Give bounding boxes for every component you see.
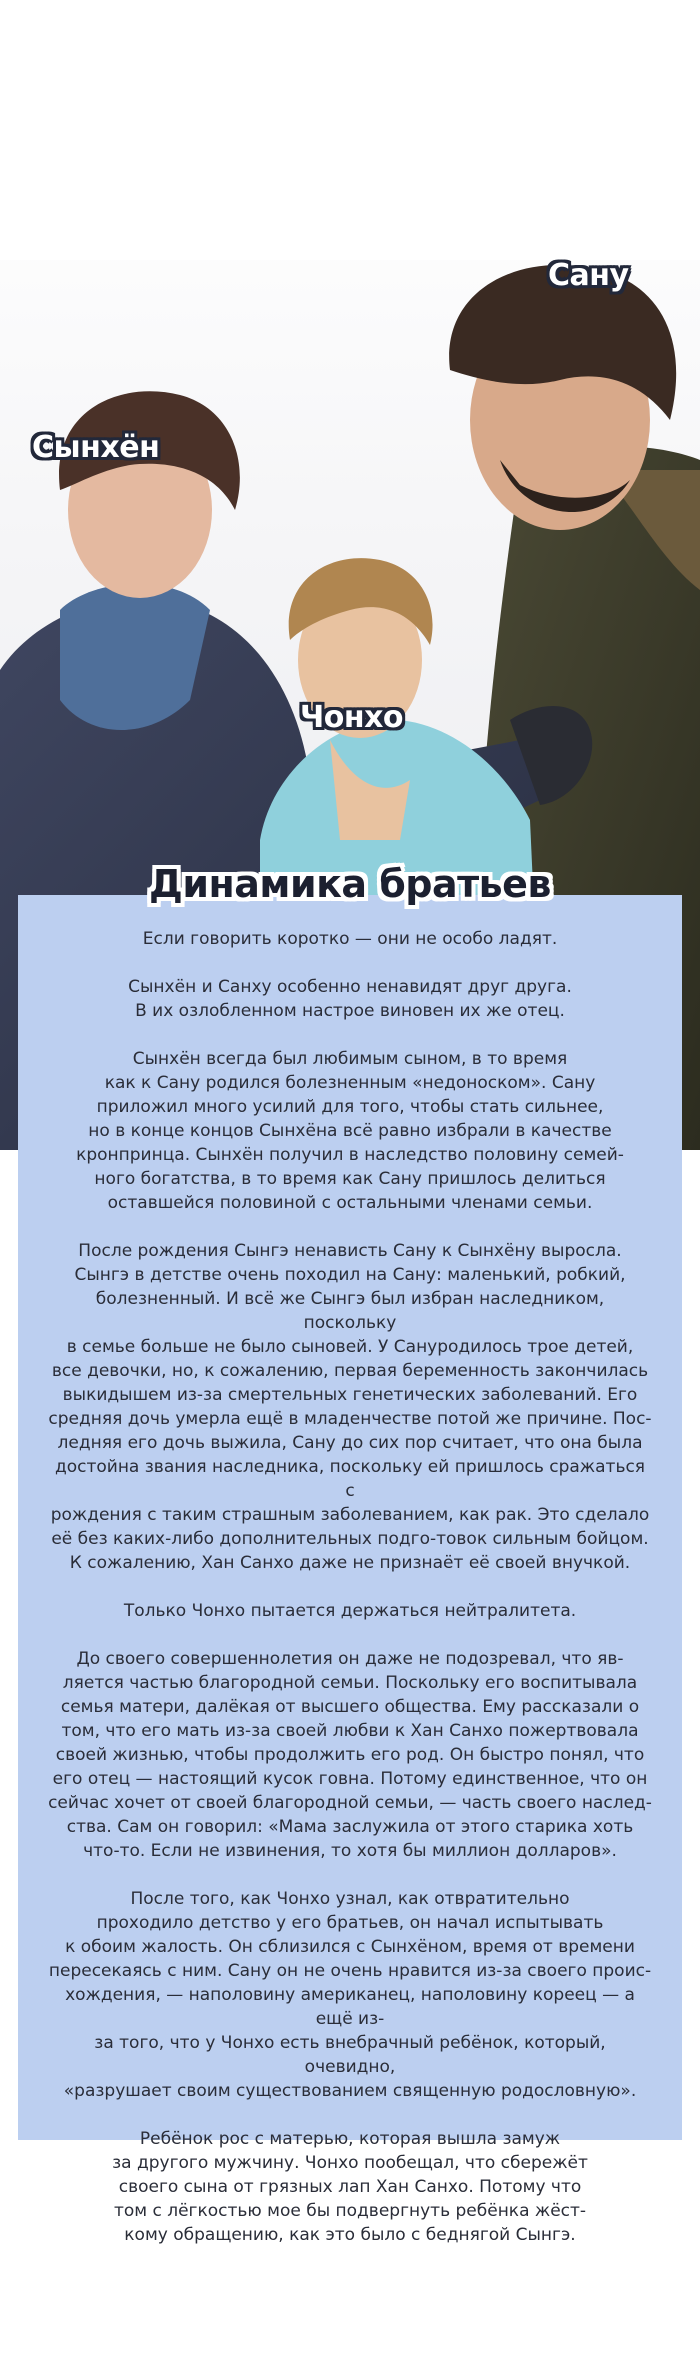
paragraph-line: средняя дочь умерла ещё в младенчестве потой же причине. Пос- <box>48 1409 652 1429</box>
paragraph-line: её без каких-либо дополнительных подго-товок сильным бойцом. <box>51 1529 649 1549</box>
paragraph-line: том, что его мать из-за своей любви к Хан Санхо пожертвовала <box>61 1721 639 1741</box>
paragraph-line: Ребёнок рос с матерью, которая вышла замуж <box>139 2129 561 2149</box>
heading: Динамика братьев <box>149 862 551 906</box>
paragraph-line: сейчас хочет от своей благородной семьи, — часть своего наслед- <box>48 1793 652 1813</box>
paragraph-4 <box>48 1239 652 1575</box>
paragraph-2 <box>48 975 652 1023</box>
paragraph-7 <box>48 1887 652 2103</box>
paragraph-line: В их озлобленном настрое виновен их же отец. <box>135 1001 565 1021</box>
label-chonho: Чонхо <box>300 700 404 735</box>
paragraph-line: После того, как Чонхо узнал, как отвратительно <box>130 1889 570 1909</box>
paragraph-line: болезненный. И всё же Сынгэ был избран наследником, поскольку <box>95 1289 605 1333</box>
paragraph-line: за другого мужчину. Чонхо пообещал, что сбережёт <box>112 2153 588 2173</box>
paragraph-line: «разрушает своим существованием священную родословную». <box>63 2081 637 2101</box>
paragraph-line: все девочки, но, к сожалению, первая беременность закончилась <box>51 1361 649 1381</box>
paragraph-line: выкидышем из-за смертельных генетических заболеваний. Его <box>62 1385 638 1405</box>
paragraph-line: проходило детство у его братьев, он начал испытывать <box>96 1913 604 1933</box>
paragraph-line: ного богатства, в то время как Сану пришлось делиться <box>94 1169 606 1189</box>
paragraph-line: пересекаясь с ним. Сану он не очень нравится из-за своего проис- <box>48 1961 652 1981</box>
paragraph-line: кому обращению, как это было с беднягой Сынгэ. <box>124 2225 576 2245</box>
paragraph-3 <box>48 1047 652 1215</box>
paragraph-line: ледняя его дочь выжила, Сану до сих пор считает, что она была <box>57 1433 643 1453</box>
paragraph-line: До своего совершеннолетия он даже не подозревал, что яв- <box>76 1649 624 1669</box>
paragraph-line: достойна звания наследника, поскольку ей пришлось сражаться с <box>54 1457 646 1501</box>
paragraph-line: как к Сану родился болезненным «недоноском». Сану <box>104 1073 596 1093</box>
label-sanu: Сану <box>548 258 629 293</box>
paragraph-line: за того, что у Чонхо есть внебрачный ребёнок, который, очевидно, <box>94 2033 606 2077</box>
paragraph-line: Сынхён всегда был любимым сыном, в то время <box>132 1049 568 1069</box>
paragraph-line: Только Чонхо пытается держаться нейтралитета. <box>123 1601 577 1621</box>
paragraph-line: рождения с таким страшным заболеванием, как рак. Это сделало <box>50 1505 650 1525</box>
paragraph-line: но в конце концов Сынхёна всё равно избрали в качестве <box>88 1121 612 1141</box>
label-synhen: Сынхён <box>32 430 160 465</box>
paragraph-line: После рождения Сынгэ ненависть Сану к Сынхёну выросла. <box>78 1241 622 1261</box>
paragraph-line: ства. Сам он говорил: «Мама заслужила от этого старика хоть <box>66 1817 634 1837</box>
paragraph-line: его отец — настоящий кусок говна. Потому единственное, что он <box>52 1769 648 1789</box>
paragraph-line: семья матери, далёкая от высшего общества. Ему рассказали о <box>60 1697 640 1717</box>
paragraph-6 <box>48 1647 652 1863</box>
paragraph-1 <box>48 927 652 951</box>
paragraph-line: том с лёгкостью мое бы подвергнуть ребёнка жёст- <box>113 2201 587 2221</box>
paragraph-line: Сынхён и Санху особенно ненавидят друг друга. <box>128 977 572 997</box>
paragraph-5 <box>48 1599 652 1623</box>
paragraph-line: хождения, — наполовину американец, наполовину кореец — а ещё из- <box>65 1985 635 2029</box>
paragraph-line: своего сына от грязных лап Хан Санхо. Потому что <box>118 2177 582 2197</box>
paragraph-line: приложил много усилий для того, чтобы стать сильнее, <box>96 1097 604 1117</box>
paragraph-line: оставшейся половиной с остальными членами семьи. <box>107 1193 593 1213</box>
paragraph-line: ляется частью благородной семьи. Поскольку его воспитывала <box>62 1673 638 1693</box>
paragraph-line: своей жизнью, чтобы продолжить его род. Он быстро понял, что <box>55 1745 645 1765</box>
panel-text <box>48 927 652 2271</box>
paragraph-line: Если говорить коротко — они не особо ладят. <box>142 929 558 949</box>
paragraph-line: в семье больше не было сыновей. У Сануродилось трое детей, <box>66 1337 634 1357</box>
paragraph-line: что-то. Если не извинения, то хотя бы миллион долларов». <box>83 1841 617 1861</box>
paragraph-line: кронпринца. Сынхён получил в наследство половину семей- <box>76 1145 624 1165</box>
paragraph-line: Сынгэ в детстве очень походил на Сану: маленький, робкий, <box>74 1265 626 1285</box>
paragraph-8 <box>48 2127 652 2247</box>
paragraph-line: к обоим жалость. Он сблизился с Сынхёном, время от времени <box>65 1937 635 1957</box>
paragraph-line: К сожалению, Хан Санхо даже не признаёт её своей внучкой. <box>69 1553 631 1573</box>
info-panel <box>18 895 682 2245</box>
